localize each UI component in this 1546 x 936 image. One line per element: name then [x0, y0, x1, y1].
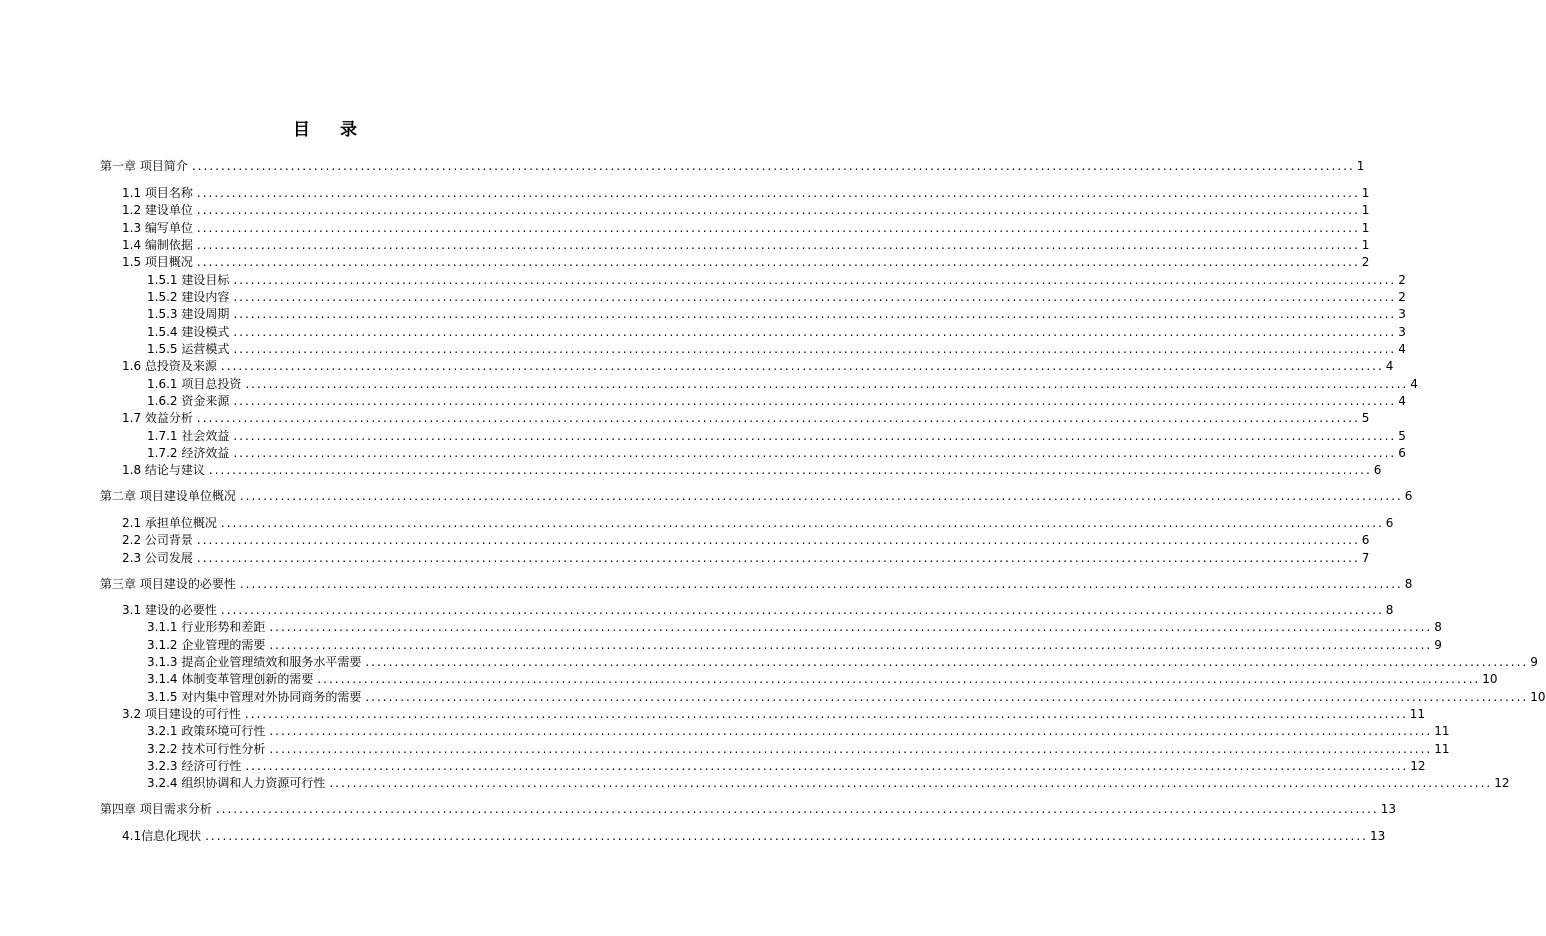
toc-entry[interactable] [122, 183, 1370, 200]
toc-leader-dots: ........................................................................................................................................................................................................ [245, 759, 1409, 773]
toc-leader-dots: ........................................................................................................................................................................................................ [191, 159, 1355, 173]
toc-leader-dots: ........................................................................................................................................................................................................ [244, 707, 1408, 721]
toc-entry[interactable] [147, 322, 1406, 339]
toc-entry-page: 5 [1398, 429, 1406, 443]
toc-entry-label: 1.5 项目概况 [122, 255, 193, 269]
toc-entry[interactable] [147, 756, 1426, 773]
toc-entry[interactable] [122, 408, 1370, 425]
toc-entry-label: 1.6.1 项目总投资 [147, 377, 242, 391]
toc-leader-dots: ........................................................................................................................................................................................................ [233, 342, 1397, 356]
toc-leader-dots: ........................................................................................................................................................................................................ [269, 638, 1433, 652]
toc-entry-label: 第四章 项目需求分析 [100, 802, 212, 816]
toc-entry-label: 3.1.3 提高企业管理绩效和服务水平需要 [147, 655, 362, 669]
toc-entry[interactable] [122, 548, 1370, 565]
toc-entry-label: 3.1.2 企业管理的需要 [147, 638, 266, 652]
toc-entry-page: 1 [1361, 221, 1370, 235]
toc-entry[interactable] [100, 156, 1365, 173]
toc-entry-page: 8 [1385, 603, 1394, 617]
toc-entry[interactable] [122, 252, 1370, 269]
toc-entry-page: 9 [1530, 655, 1538, 669]
toc-entry-label: 3.1.5 对内集中管理对外协同商务的需要 [147, 690, 362, 704]
toc-leader-dots: ........................................................................................................................................................................................................ [220, 603, 1384, 617]
toc-entry-label: 3.2.2 技术可行性分析 [147, 742, 266, 756]
toc-entry-page: 1 [1361, 186, 1370, 200]
toc-entry-page: 6 [1398, 446, 1406, 460]
toc-entry-page: 7 [1361, 551, 1370, 565]
toc-entry[interactable] [147, 287, 1406, 304]
toc-entry[interactable] [122, 200, 1370, 217]
toc-leader-dots: ........................................................................................................................................................................................................ [233, 290, 1397, 304]
toc-entry-page: 8 [1404, 577, 1413, 591]
toc-entry-page: 2 [1361, 255, 1370, 269]
toc-entry-label: 第三章 项目建设的必要性 [100, 577, 236, 591]
toc-entry-page: 1 [1356, 159, 1365, 173]
toc-entry[interactable] [147, 687, 1546, 704]
toc-entry-label: 1.6 总投资及来源 [122, 359, 217, 373]
toc-entry[interactable] [147, 304, 1406, 321]
toc-leader-dots: ........................................................................................................................................................................................................ [196, 551, 1360, 565]
toc-entry-page: 12 [1494, 776, 1510, 790]
toc-title: 目 录 [293, 120, 369, 140]
toc-entry-page: 11 [1434, 742, 1450, 756]
toc-entry[interactable] [147, 773, 1510, 790]
toc-entry[interactable] [122, 704, 1426, 721]
toc-leader-dots: ........................................................................................................................................................................................................ [196, 203, 1360, 217]
toc-entry-label: 2.1 承担单位概况 [122, 516, 217, 530]
toc-entry[interactable] [100, 799, 1396, 816]
toc-entry-page: 4 [1398, 394, 1406, 408]
toc-entry[interactable] [147, 426, 1406, 443]
toc-leader-dots: ........................................................................................................................................................................................................ [233, 429, 1397, 443]
toc-entry-label: 3.2.1 政策环境可行性 [147, 724, 266, 738]
toc-leader-dots: ........................................................................................................................................................................................................ [196, 411, 1360, 425]
toc-entry-label: 1.7.1 社会效益 [147, 429, 230, 443]
toc-entry-page: 2 [1398, 290, 1406, 304]
toc-entry-label: 1.6.2 资金来源 [147, 394, 230, 408]
toc-leader-dots: ........................................................................................................................................................................................................ [205, 829, 1368, 843]
toc-entry-label: 1.2 建设单位 [122, 203, 193, 217]
toc-entry[interactable] [122, 513, 1394, 530]
toc-leader-dots: ........................................................................................................................................................................................................ [233, 273, 1397, 287]
toc-entry-label: 第二章 项目建设单位概况 [100, 489, 236, 503]
toc-entry-label: 1.5.5 运营模式 [147, 342, 230, 356]
toc-entry-label: 1.1 项目名称 [122, 186, 193, 200]
toc-leader-dots: ........................................................................................................................................................................................................ [269, 724, 1433, 738]
toc-entry[interactable] [122, 356, 1394, 373]
toc-entry-page: 1 [1361, 238, 1370, 252]
toc-leader-dots: ........................................................................................................................................................................................................ [239, 489, 1403, 503]
toc-entry[interactable] [147, 391, 1406, 408]
toc-leader-dots: ........................................................................................................................................................................................................ [233, 394, 1397, 408]
toc-leader-dots: ........................................................................................................................................................................................................ [245, 377, 1409, 391]
toc-leader-dots: ........................................................................................................................................................................................................ [196, 186, 1360, 200]
toc-entry[interactable] [147, 739, 1450, 756]
toc-leader-dots: ........................................................................................................................................................................................................ [196, 533, 1360, 547]
toc-entry-label: 1.3 编写单位 [122, 221, 193, 235]
toc-leader-dots: ........................................................................................................................................................................................................ [233, 307, 1397, 321]
toc-entry-page: 8 [1434, 620, 1442, 634]
toc-entry-page: 13 [1380, 802, 1396, 816]
toc-entry-page: 6 [1385, 516, 1394, 530]
toc-entry[interactable] [122, 600, 1394, 617]
toc-entry[interactable] [147, 443, 1406, 460]
toc-entry-page: 4 [1410, 377, 1418, 391]
toc-entry-label: 2.2 公司背景 [122, 533, 193, 547]
toc-leader-dots: ........................................................................................................................................................................................................ [317, 672, 1481, 686]
toc-entry-page: 12 [1410, 759, 1426, 773]
toc-entry[interactable] [147, 635, 1442, 652]
toc-entry-page: 11 [1409, 707, 1426, 721]
toc-entry-page: 4 [1385, 359, 1394, 373]
toc-entry[interactable] [147, 652, 1538, 669]
toc-leader-dots: ........................................................................................................................................................................................................ [365, 690, 1529, 704]
toc-entry-label: 3.1 建设的必要性 [122, 603, 217, 617]
toc-leader-dots: ........................................................................................................................................................................................................ [269, 742, 1433, 756]
toc-entry[interactable] [122, 460, 1382, 477]
toc-leader-dots: ........................................................................................................................................................................................................ [239, 577, 1403, 591]
toc-entry-page: 6 [1361, 533, 1370, 547]
toc-entry-page: 2 [1398, 273, 1406, 287]
toc-leader-dots: ........................................................................................................................................................................................................ [208, 463, 1372, 477]
toc-entry-page: 10 [1482, 672, 1498, 686]
toc-leader-dots: ........................................................................................................................................................................................................ [215, 802, 1379, 816]
toc-leader-dots: ........................................................................................................................................................................................................ [196, 255, 1360, 269]
toc-entry-label: 3.2.4 组织协调和人力资源可行性 [147, 776, 326, 790]
toc-entry-page: 6 [1373, 463, 1382, 477]
toc-entry-label: 第一章 项目简介 [100, 159, 188, 173]
toc-entry-label: 3.1.1 行业形势和差距 [147, 620, 266, 634]
toc-entry[interactable] [100, 486, 1413, 503]
toc-entry[interactable] [147, 721, 1450, 738]
toc-entry-label: 1.8 结论与建议 [122, 463, 205, 477]
toc-entry-label: 1.5.1 建设目标 [147, 273, 230, 287]
toc-entry-page: 11 [1434, 724, 1450, 738]
toc-leader-dots: ........................................................................................................................................................................................................ [365, 655, 1529, 669]
toc-entry[interactable] [147, 669, 1498, 686]
toc-entry-page: 13 [1369, 829, 1386, 843]
toc-entry[interactable] [122, 235, 1370, 252]
toc-leader-dots: ........................................................................................................................................................................................................ [196, 221, 1360, 235]
toc-entry-page: 3 [1398, 325, 1406, 339]
toc-entry-label: 3.2 项目建设的可行性 [122, 707, 241, 721]
toc-entry-label: 3.2.3 经济可行性 [147, 759, 242, 773]
toc-entry[interactable] [122, 530, 1370, 547]
toc-entry-label: 1.5.2 建设内容 [147, 290, 230, 304]
toc-entry-label: 1.5.3 建设周期 [147, 307, 230, 321]
toc-leader-dots: ........................................................................................................................................................................................................ [233, 325, 1397, 339]
toc-entry[interactable] [100, 574, 1413, 591]
toc-entry-label: 2.3 公司发展 [122, 551, 193, 565]
toc-entry-page: 1 [1361, 203, 1370, 217]
toc-entry-page: 3 [1398, 307, 1406, 321]
toc-leader-dots: ........................................................................................................................................................................................................ [196, 238, 1360, 252]
toc-entry[interactable] [147, 270, 1406, 287]
toc-entry-page: 6 [1404, 489, 1413, 503]
toc-leader-dots: ........................................................................................................................................................................................................ [220, 359, 1384, 373]
toc-entry-page: 9 [1434, 638, 1442, 652]
toc-entry[interactable] [122, 826, 1386, 843]
toc-entry-label: 3.1.4 体制变革管理创新的需要 [147, 672, 314, 686]
toc-entry-page: 4 [1398, 342, 1406, 356]
toc-leader-dots: ........................................................................................................................................................................................................ [220, 516, 1384, 530]
toc-leader-dots: ........................................................................................................................................................................................................ [233, 446, 1397, 460]
toc-entry[interactable] [147, 374, 1418, 391]
toc-leader-dots: ........................................................................................................................................................................................................ [269, 620, 1433, 634]
toc-entry-label: 1.7.2 经济效益 [147, 446, 230, 460]
toc-entry-label: 1.4 编制依据 [122, 238, 193, 252]
toc-leader-dots: ........................................................................................................................................................................................................ [329, 776, 1493, 790]
toc-entry-label: 4.1信息化现状 [122, 829, 202, 843]
toc-entry-page: 10 [1530, 690, 1546, 704]
toc-entry-page: 5 [1361, 411, 1370, 425]
toc-entry-label: 1.7 效益分析 [122, 411, 193, 425]
toc-entry[interactable] [147, 617, 1442, 634]
toc-entry[interactable] [122, 218, 1370, 235]
toc-entry[interactable] [147, 339, 1406, 356]
toc-entry-label: 1.5.4 建设模式 [147, 325, 230, 339]
